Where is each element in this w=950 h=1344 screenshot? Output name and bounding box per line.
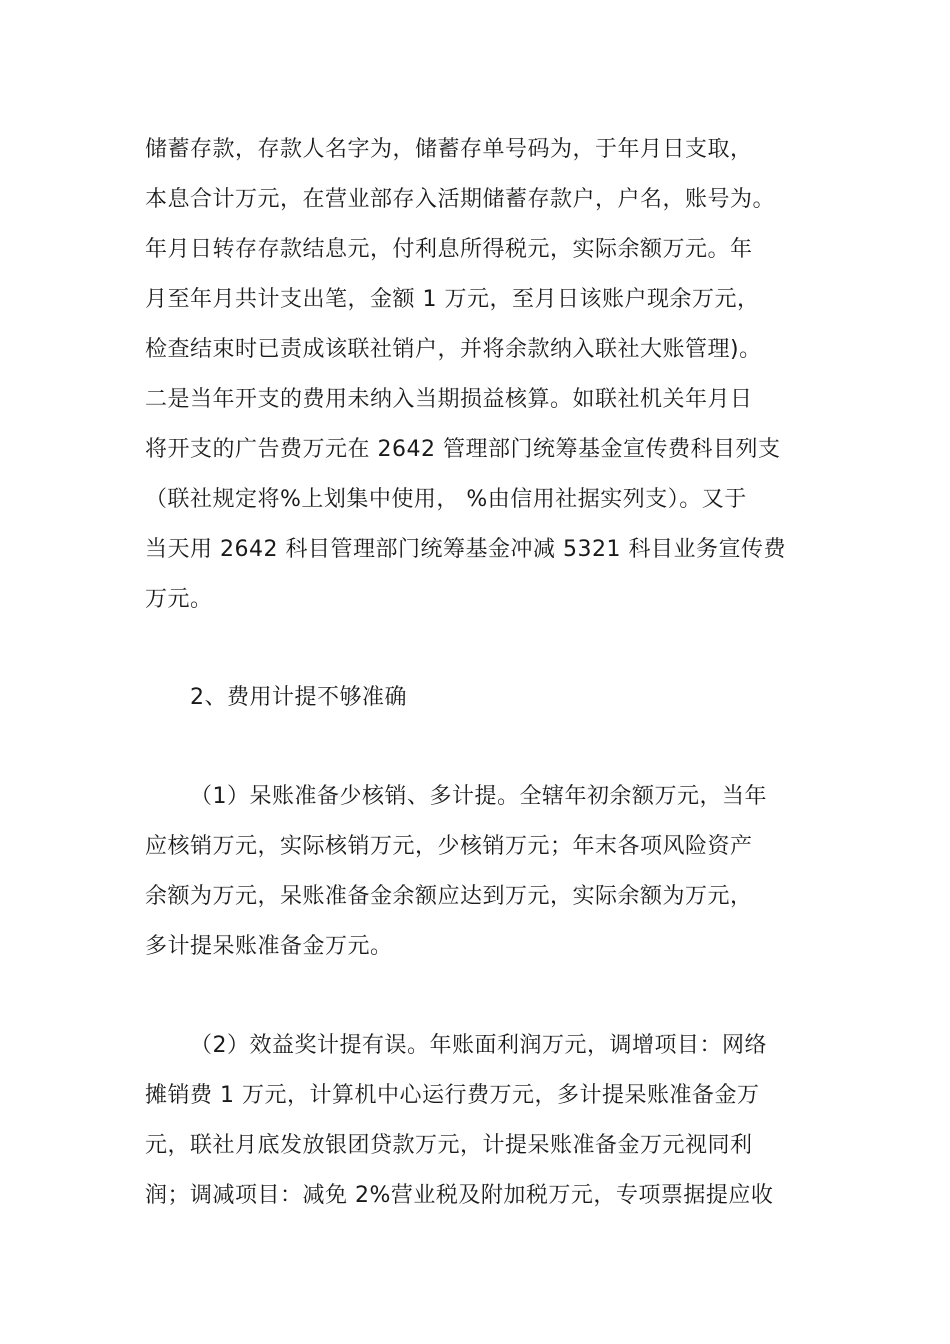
text-line: （2）效益奖计提有误。年账面利润万元，调增项目：网络 [190,1033,767,1058]
text-line: 本息合计万元，在营业部存入活期储蓄存款户，户名，账号为。 [145,187,776,212]
text-line: 检查结束时已责成该联社销户，并将余款纳入联社大账管理)。 [145,337,762,362]
text-line: 月至年月共计支出笔，金额 1 万元，至月日该账户现余万元， [145,287,760,312]
text-line: 万元。 [145,587,213,612]
section-heading: 2、费用计提不够准确 [190,685,407,710]
text-line: 润；调减项目：减免 2%营业税及附加税万元，专项票据提应收 [145,1183,774,1208]
text-line: 多计提呆账准备金万元。 [145,934,393,959]
text-line: 摊销费 1 万元，计算机中心运行费万元，多计提呆账准备金万 [145,1083,760,1108]
text-line: 当天用 2642 科目管理部门统筹基金冲减 5321 科目业务宣传费 [145,537,786,562]
text-line: 年月日转存存款结息元，付利息所得税元，实际余额万元。年 [145,237,753,262]
text-line: （1）呆账准备少核销、多计提。全辖年初余额万元，当年 [190,784,767,809]
text-line: 二是当年开支的费用未纳入当期损益核算。如联社机关年月日 [145,387,753,412]
text-line: 元，联社月底发放银团贷款万元，计提呆账准备金万元视同利 [145,1133,753,1158]
text-line: 余额为万元，呆账准备金余额应达到万元，实际余额为万元， [145,884,753,909]
text-line: （联社规定将%上划集中使用， %由信用社据实列支）。又于 [145,487,747,512]
text-line: 储蓄存款，存款人名字为，储蓄存单号码为，于年月日支取， [145,137,753,162]
text-line: 将开支的广告费万元在 2642 管理部门统筹基金宣传费科目列支 [145,437,781,462]
text-line: 应核销万元，实际核销万元，少核销万元；年末各项风险资产 [145,834,753,859]
